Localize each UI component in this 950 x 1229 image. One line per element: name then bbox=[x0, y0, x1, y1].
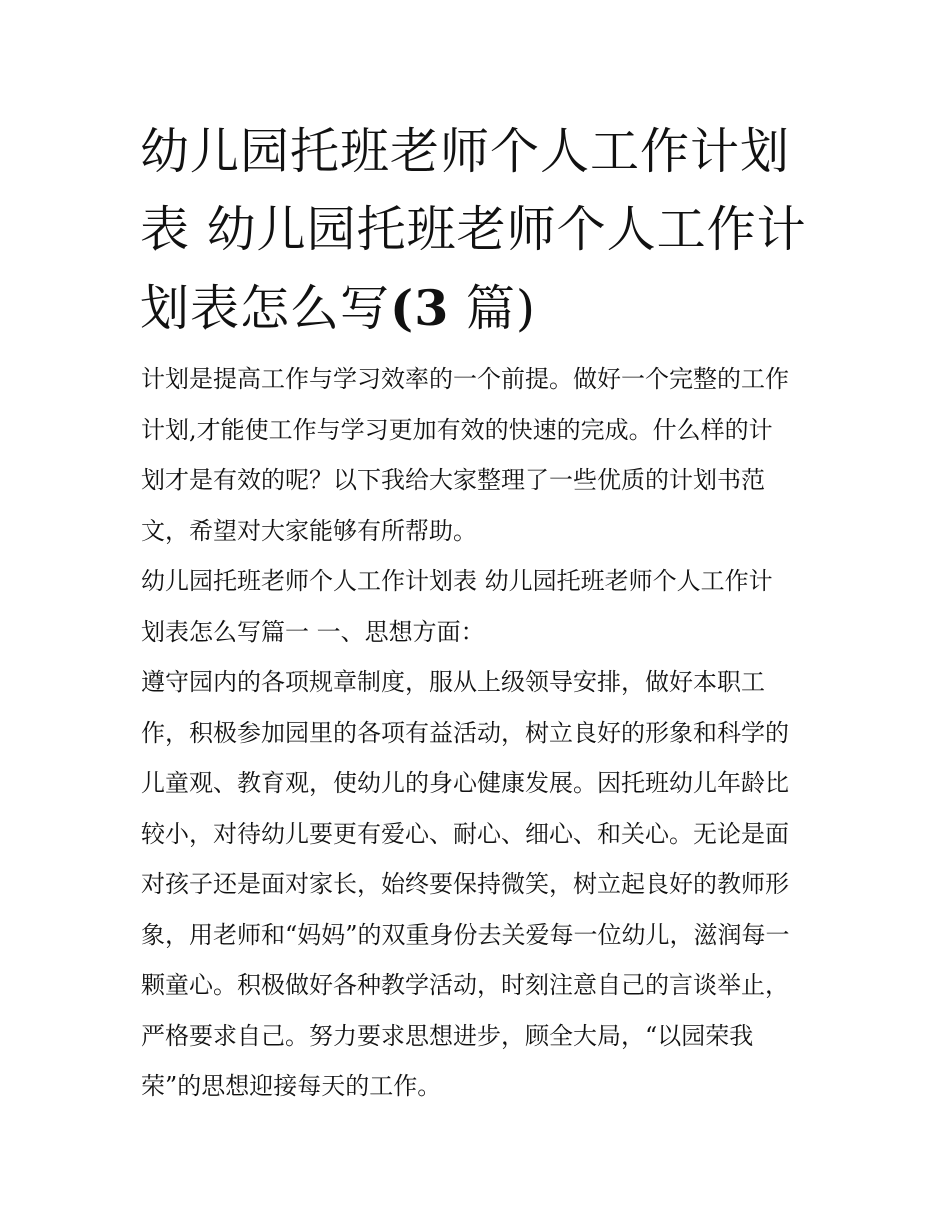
title-line: 表 幼儿园托班老师个人工作计 bbox=[140, 201, 807, 258]
text-line: 作，积极参加园里的各项有益活动，树立良好的形象和科学的 bbox=[141, 718, 789, 747]
text-line: 遵守园内的各项规章制度，服从上级领导安排，做好本职工 bbox=[141, 668, 765, 696]
text-line: 较小，对待幼儿要更有爱心、耐心、细心、和关心。无论是面 bbox=[141, 819, 789, 848]
document-body bbox=[141, 354, 821, 1112]
intro-paragraph bbox=[141, 354, 821, 556]
text-line: 儿童观、教育观，使幼儿的身心健康发展。因托班幼儿年龄比 bbox=[141, 769, 789, 797]
ideology-paragraph bbox=[141, 657, 821, 1112]
document-title bbox=[140, 113, 820, 348]
text-line: 划表怎么写篇一 一、思想方面： bbox=[141, 617, 485, 646]
text-line: 文，希望对大家能够有所帮助。 bbox=[141, 516, 477, 545]
text-line: 荣”的思想迎接每天的工作。 bbox=[141, 1072, 442, 1100]
title-line bbox=[140, 269, 820, 348]
text-line: 颗童心。积极做好各种教学活动，时刻注意自己的言谈举止， bbox=[141, 971, 789, 999]
text-line: 计划是提高工作与学习效率的一个前提。做好一个完整的工作 bbox=[141, 365, 789, 393]
text-line: 严格要求自己。努力要求思想进步，顾全大局，“以园荣我 bbox=[141, 1021, 754, 1050]
title-count-close: 篇) bbox=[449, 280, 536, 337]
text-line: 象，用老师和“妈妈”的双重身份去关爱每一位幼儿，滋润每一 bbox=[141, 920, 790, 949]
section-heading-paragraph bbox=[141, 556, 821, 657]
title-count-open: (3 bbox=[390, 279, 450, 337]
title-line-text: 划表怎么写 bbox=[140, 280, 391, 337]
text-line: 计划,才能使工作与学习更加有效的快速的完成。什么样的计 bbox=[141, 415, 773, 444]
text-line: 划才是有效的呢？以下我给大家整理了一些优质的计划书范 bbox=[141, 466, 765, 494]
title-line: 幼儿园托班老师个人工作计划 bbox=[140, 123, 791, 180]
text-line: 对孩子还是面对家长，始终要保持微笑，树立起良好的教师形 bbox=[141, 870, 789, 898]
text-line: 幼儿园托班老师个人工作计划表 幼儿园托班老师个人工作计 bbox=[141, 567, 773, 595]
